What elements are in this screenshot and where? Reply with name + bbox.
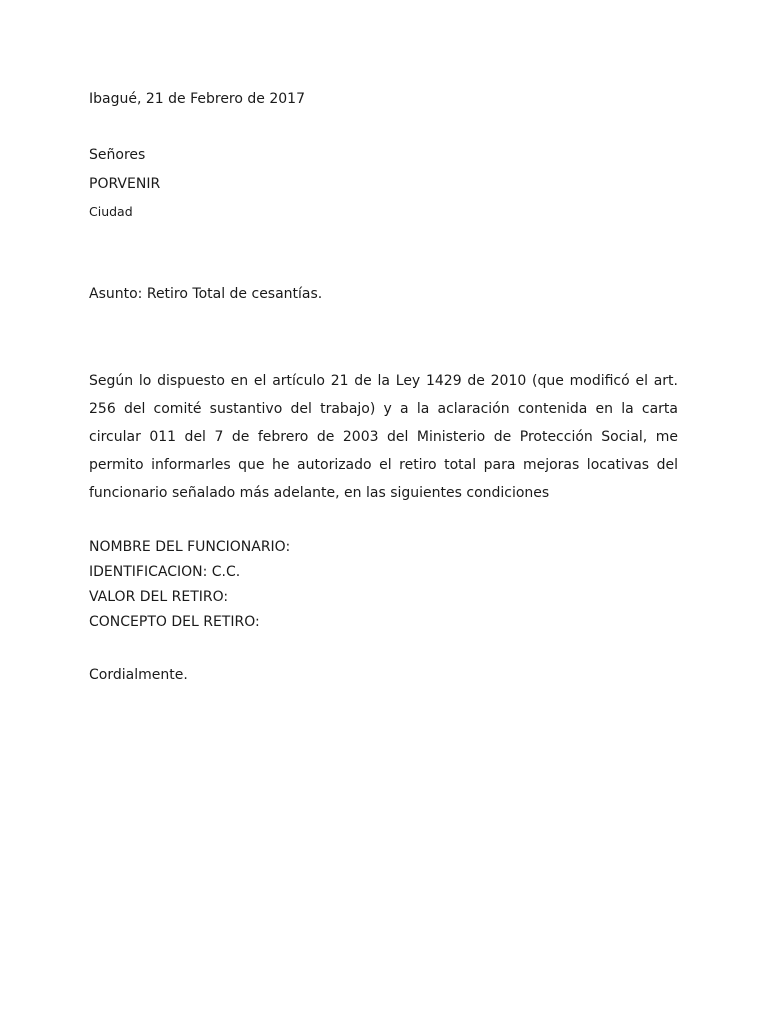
body-line: Según lo dispuesto en el artículo 21 de la Ley 1429 de 2010 (que modificó el art. <box>89 373 678 389</box>
field-name: NOMBRE DEL FUNCIONARIO: <box>89 539 291 555</box>
salutation: Señores <box>89 147 146 163</box>
body-paragraph <box>89 367 678 507</box>
field-identification: IDENTIFICACION: C.C. <box>89 564 241 580</box>
field-concept: CONCEPTO DEL RETIRO: <box>89 614 260 630</box>
body-line: 256 del comité sustantivo del trabajo) y a la aclaración contenida en la carta <box>89 401 678 417</box>
field-value: VALOR DEL RETIRO: <box>89 589 229 605</box>
body-line: funcionario señalado más adelante, en las siguientes condiciones <box>89 485 550 501</box>
closing: Cordialmente. <box>89 667 188 683</box>
date-line: Ibagué, 21 de Febrero de 2017 <box>89 91 305 107</box>
city: Ciudad <box>89 204 133 219</box>
subject-line: Asunto: Retiro Total de cesantías. <box>89 286 323 302</box>
body-line: permito informarles que he autorizado el retiro total para mejoras locativas del <box>89 457 678 473</box>
recipient: PORVENIR <box>89 176 161 192</box>
body-line: circular 011 del 7 de febrero de 2003 del Ministerio de Protección Social, me <box>89 429 678 445</box>
